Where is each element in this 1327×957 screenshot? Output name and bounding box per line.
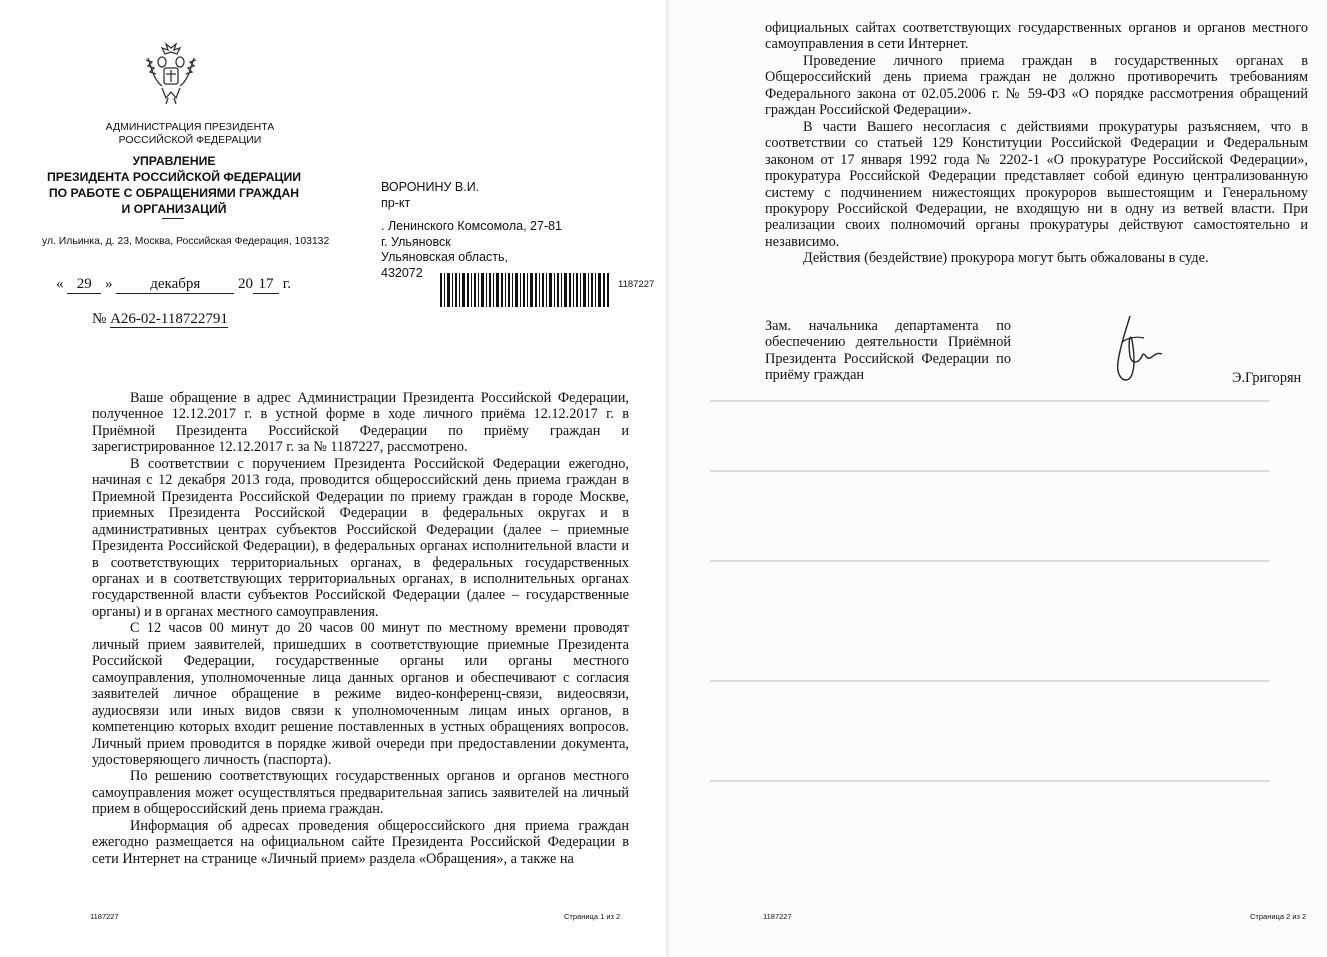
department-line-4: И ОРГАНИЗАЦИЙ	[121, 202, 227, 216]
page-2-footer-page: Страница 2 из 2	[1250, 912, 1307, 921]
paragraph: С 12 часов 00 минут до 20 часов 00 минут по местному времени проводят личный прием заявителей, пришедших в соответствующие приемные Президента Российской Федерации, государственные органы или органы местного самоуправления, уполномоченные лица данных органов и обеспечивают с согласия заявителей личное обращение в режиме видео-конференц-связи, видеосвязи, аудиосвязи или иных видов связи к уполномоченным лицам иных органов, в компетенцию которых входит решение поставленных в устных обращениях вопросов. Личный прием проводится в порядке живой очереди при предоставлении документа, удостоверяющего личность (паспорта).	[92, 620, 629, 768]
date-open-quote: «	[56, 276, 64, 292]
date-year-suffix: 17	[253, 276, 279, 294]
administration-line-1: АДМИНИСТРАЦИЯ ПРЕЗИДЕНТА	[105, 121, 275, 133]
paragraph: Ваше обращение в адрес Администрации Президента Российской Федерации, полученное 12.12.2017 г. в устной форме в ходе личного приёма 12.12.2017 г. в Приёмной Президента Российской Федерации по приёму граждан и зарегистрированное 12.12.2017 г. за № 1187227, рассмотрено.	[92, 390, 629, 456]
date-month: декабря	[116, 276, 234, 294]
signatory-title-line: Президента Российской Федерации по	[765, 350, 1011, 367]
signatory-name: Э.Григорян	[1232, 370, 1302, 386]
bleed-through-line	[710, 400, 1270, 402]
recipient-city: г. Ульяновск	[381, 234, 451, 249]
recipient-name: ВОРОНИНУ В.И.	[381, 180, 480, 194]
signatory-title-line: обеспечению деятельности Приёмной	[765, 334, 1011, 351]
administration-line-2: РОССИЙСКОЙ ФЕДЕРАЦИИ	[118, 134, 262, 146]
recipient-postcode: 432072	[381, 265, 423, 280]
signatory-title	[765, 318, 1011, 384]
coat-of-arms-icon	[140, 40, 202, 106]
paragraph: Действия (бездействие) прокурора могут быть обжалованы в суде.	[803, 250, 1209, 267]
reg-number-label: №	[92, 311, 107, 327]
date-close-quote: »	[105, 276, 113, 292]
letter-body-page-2	[765, 20, 1308, 267]
administration-header	[70, 121, 310, 147]
page-2-footer-id: 1187227	[763, 912, 792, 921]
paragraph: В части Вашего несогласия с действиями прокуратуры разъясняем, что в соответствии со статьей 129 Конституции Российской Федерации и Федеральным законом от 17 января 1992 года № 2202-1 «О прокуратуре Российской Федерации», прокуратура Российской Федерации представляет собой единую централизованную систему с подчинением нижестоящих прокуроров вышестоящим и Генеральному прокурору Российской Федерации, не входящую ни в одну из ветвей власти. При реализации своих полномочий органы прокуратуры действуют самостоятельно и независимо.	[765, 118, 1308, 250]
sender-address: ул. Ильинка, д. 23, Москва, Российская Федерация, 103132	[42, 236, 330, 247]
barcode-icon	[440, 273, 610, 307]
paragraph: В соответствии с поручением Президента Российской Федерации ежегодно, начиная с 12 декабря 2013 года, проводится общероссийский день приема граждан в Приемной Президента Российской Федерации по приему граждан в городе Москве, приемных Президента Российской Федерации в федеральных округах и в административных центрах субъектов Российской Федерации (далее – приемные Президента Российской Федерации), в федеральных органах исполнительной власти и в соответствующих территориальных органах, в федеральных государственных органах и в соответствующих территориальных органах, в исполнительных органах государственной власти субъектов Российской Федерации (далее – государственные органы) и в органах местного самоуправления.	[92, 455, 629, 620]
department-line-3: ПО РАБОТЕ С ОБРАЩЕНИЯМИ ГРАЖДАН	[48, 186, 300, 200]
letter-date	[56, 276, 291, 294]
header-divider	[162, 218, 184, 219]
recipient-region: Ульяновская область,	[381, 250, 508, 264]
signatory-title-line: Зам. начальника департамента по	[765, 318, 1011, 334]
letter-body-page-1	[92, 390, 629, 867]
handwritten-signature-icon	[1100, 312, 1170, 390]
department-header	[40, 153, 308, 217]
paragraph: По решению соответствующих государственных органов и органов местного самоуправления может осуществляться предварительная запись заявителей на личный прием в общероссийский день приема граждан.	[92, 768, 629, 818]
barcode-number: 1187227	[618, 279, 655, 290]
bleed-through-line	[710, 560, 1270, 562]
recipient-line-2: пр-кт	[381, 195, 411, 210]
bleed-through-line	[710, 470, 1270, 472]
date-suffix: г.	[282, 276, 291, 292]
paragraph: Информация об адресах проведения общероссийского дня приема граждан ежегодно размещается на официальном сайте Президента Российской Федерации в сети Интернет на странице «Личный прием» раздела «Обращения», а также на	[92, 817, 629, 867]
date-year-prefix: 20	[238, 276, 253, 292]
paragraph: официальных сайтах соответствующих государственных органов и органов местного самоуправления в сети Интернет.	[765, 20, 1308, 53]
page-1-footer-id: 1187227	[90, 912, 119, 921]
recipient-line-3: . Ленинского Комсомола, 27-81	[381, 219, 563, 233]
bleed-through-line	[710, 780, 1270, 782]
recipient-block	[381, 180, 562, 281]
department-line-2: ПРЕЗИДЕНТА РОССИЙСКОЙ ФЕДЕРАЦИИ	[47, 170, 301, 184]
signatory-title-line: приёму граждан	[765, 367, 865, 384]
registration-number	[92, 311, 228, 328]
department-line-1: УПРАВЛЕНИЕ	[132, 154, 216, 168]
paragraph: Проведение личного приема граждан в государственных органах в Общероссийский день приема граждан не должно противоречить требованиям Федерального закона от 02.05.2006 г. № 59-ФЗ «О порядке рассмотрения обращений граждан Российской Федерации».	[765, 52, 1308, 119]
reg-number-value: А26-02-118722791	[110, 311, 228, 327]
page-1-footer-page: Страница 1 из 2	[564, 912, 621, 921]
date-day: 29	[67, 276, 101, 294]
bleed-through-line	[710, 680, 1270, 682]
